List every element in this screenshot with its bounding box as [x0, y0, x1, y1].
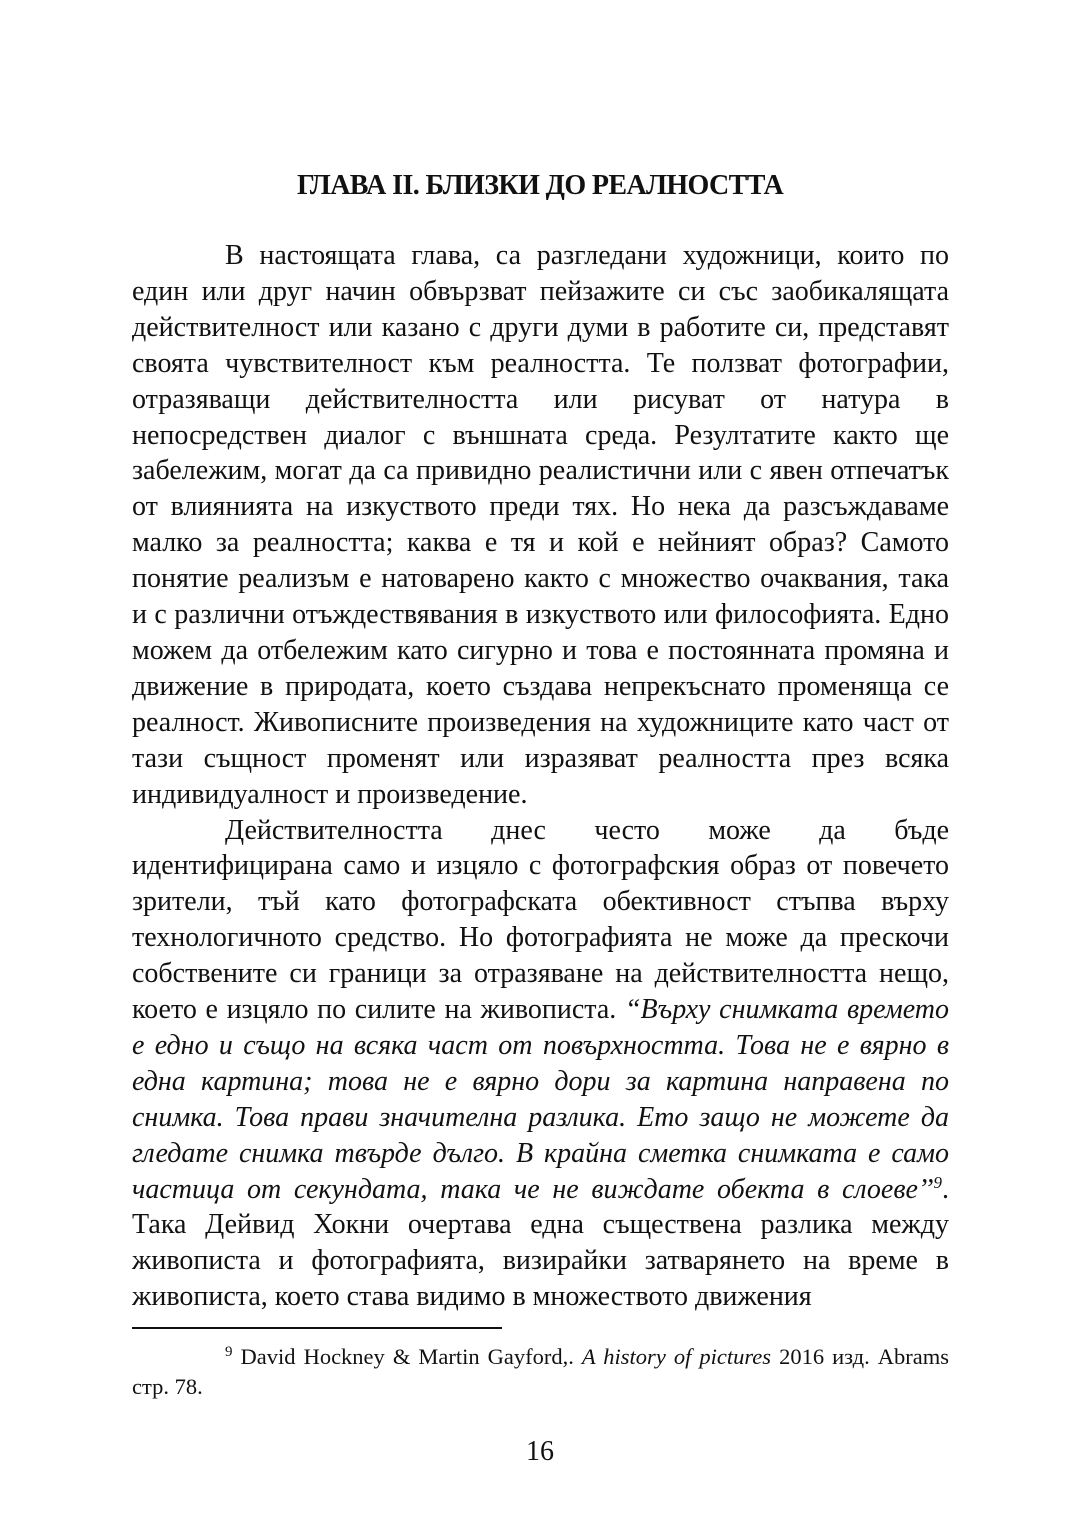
footnote-number: 9: [225, 1344, 233, 1360]
footnote-text-before: David Hockney & Martin Gayford,.: [232, 1344, 582, 1369]
hockney-quote: “Върху снимката времето е едно и също на всяка част от повърхността. Това не е вярно в една картина; това не е вярно дори за картина направена по снимка. Това прави значителна разлика. Ето защо не можете да гледате снимка твърде дълго. В крайна сметка снимката е само частица от секундата, така че не виждате обекта в слоеве’’: [132, 994, 950, 1205]
paragraph-2-start: Действителността днес често може да бъде идентифицирана само и изцяло с фотографския образ от повечето зрители, тъй като фотографската обективност стъпва върху технологичното средство. Но фотографията не може да прескочи собствените си граници за отразяване на действителността нещо, което е изцяло по силите на живописта.: [132, 814, 949, 1026]
page-number: 16: [526, 1436, 554, 1467]
paragraph-2-end: . Така Дейвид Хокни очертава една съществена разлика между живописта и фотографията, визирайки затварянето на време в живописта, което става видимо в множеството движения: [132, 1173, 949, 1313]
chapter-title: ГЛАВА II. БЛИЗКИ ДО РЕАЛНОСТТА: [296, 170, 784, 201]
footnote-reference[interactable]: 9: [933, 1172, 942, 1192]
footnote-book-title: A history of pictures: [581, 1344, 772, 1369]
paragraph-2: [132, 813, 949, 1316]
body-text: [132, 238, 949, 1315]
footnote-divider: [132, 1327, 502, 1329]
footnote-text-after: 2016 изд. Abrams стр. 78.: [132, 1344, 949, 1399]
footnote: [132, 1342, 949, 1402]
paragraph-1: В настоящата глава, са разгледани художници, които по един или друг начин обвързват пейзажите си със заобикалящата действителност или казано с други думи в работите си, представят своята чувствителност към реалността. Те ползват фотографии, отразяващи действителността или рисуват от натура в непосредствен диалог с външната среда. Резултатите както ще забележим, могат да са привидно реалистични или с явен отпечатък от влиянията на изкуството преди тях. Но нека да разсъждаваме малко за реалността; каква е тя и кой е нейният образ? Самото понятие реализъм е натоварено както с множество очаквания, така и с различни отъждествявания в изкуството или философията. Едно можем да отбележим като сигурно и това е постоянната промяна и движение в природата, което създава непрекъснато променяща се реалност. Живописните произведения на художниците като част от тази същност променят или изразяват реалността през всяка индивидуалност и произведение.: [132, 240, 949, 810]
